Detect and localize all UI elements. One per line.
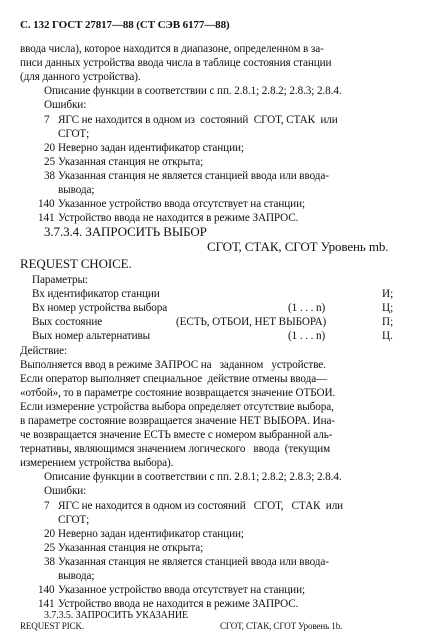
error-code: 38 bbox=[44, 556, 55, 568]
intro-line: писи данных устройства ввода числа в таблице состояния станции bbox=[20, 57, 332, 69]
error-code: 25 bbox=[44, 542, 55, 554]
error-code: 141 bbox=[38, 212, 55, 224]
error-code: 7 bbox=[44, 114, 50, 126]
error-text: Указанное устройство ввода отсутствует на станции; bbox=[58, 584, 305, 596]
action-line: че возвращается значение ЕСТЬ вместе с номером выбранной аль- bbox=[20, 429, 333, 441]
param-name: Вх идентификатор станции bbox=[32, 288, 160, 300]
action-line: Описание функции в соответствии с пп. 2.8.1; 2.8.2; 2.8.3; 2.8.4. bbox=[44, 471, 342, 483]
error-text: вывода; bbox=[58, 570, 95, 582]
error-code: 20 bbox=[44, 142, 55, 154]
action-line: Если измерение устройства выбора определяет отсутствие выбора, bbox=[20, 401, 334, 413]
error-text: Устройство ввода не находится в режиме ЗАПРОС. bbox=[58, 212, 299, 224]
param-range: (1 . . . n) bbox=[288, 330, 326, 342]
param-type: И; bbox=[382, 288, 394, 300]
action-line: тернативы, являющимся значением логического ввода (текущим bbox=[20, 443, 331, 455]
action-line: Ошибки: bbox=[44, 485, 87, 497]
error-text: Указанная станция не является станцией ввода или ввода- bbox=[58, 170, 329, 182]
error-text: СГОТ; bbox=[58, 514, 90, 526]
param-name: Вых номер альтернативы bbox=[32, 330, 151, 342]
param-name: Вх номер устройства выбора bbox=[32, 302, 168, 314]
error-code: 140 bbox=[38, 584, 55, 596]
intro-line: Описание функции в соответствии с пп. 2.8.1; 2.8.2; 2.8.3; 2.8.4. bbox=[44, 85, 342, 97]
param-range: (1 . . . n) bbox=[288, 302, 326, 314]
error-text: вывода; bbox=[58, 184, 95, 196]
section-states: СГОТ, СТАК, СГОТ Уровень 1b. bbox=[220, 621, 343, 631]
action-line: «отбой», то в параметре состояние возвращается значение ОТБОИ. bbox=[20, 387, 336, 399]
error-text: Указанное устройство ввода отсутствует на станции; bbox=[58, 198, 305, 210]
intro-line: ввода числа), которое находится в диапазоне, определенном в за- bbox=[20, 43, 324, 55]
action-line: Выполняется ввод в режиме ЗАПРОС на заданном устройстве. bbox=[20, 359, 326, 371]
function-name: REQUEST CHOICE. bbox=[20, 256, 132, 271]
function-name: REQUEST PICK. bbox=[20, 621, 85, 631]
action-label: Действие: bbox=[20, 345, 68, 357]
error-code: 7 bbox=[44, 500, 50, 512]
intro-line: Ошибки: bbox=[44, 99, 87, 111]
error-code: 140 bbox=[38, 198, 55, 210]
params-label: Параметры: bbox=[32, 274, 88, 286]
param-type: Ц. bbox=[382, 330, 393, 342]
action-line: измерением устройства выбора). bbox=[20, 457, 174, 469]
error-text: Устройство ввода не находится в режиме ЗАПРОС. bbox=[58, 598, 299, 610]
error-code: 141 bbox=[38, 598, 55, 610]
param-type: П; bbox=[382, 316, 394, 328]
error-text: Указанная станция не открыта; bbox=[58, 542, 204, 554]
action-line: в параметре состояние возвращается значение НЕТ ВЫБОРА. Ина- bbox=[20, 415, 336, 427]
error-code: 38 bbox=[44, 170, 55, 182]
error-text: СГОТ; bbox=[58, 128, 90, 140]
action-line: Если оператор выполняет специальное действие отмены ввода— bbox=[20, 373, 328, 385]
section-title: 3.7.3.4. ЗАПРОСИТЬ ВЫБОР bbox=[44, 224, 207, 239]
param-name: Вых состояние bbox=[32, 316, 103, 328]
error-text: Указанная станция не открыта; bbox=[58, 156, 204, 168]
error-code: 20 bbox=[44, 528, 55, 540]
error-text: Указанная станция не является станцией ввода или ввода- bbox=[58, 556, 329, 568]
error-text: ЯГС не находится в одном из состояний СГОТ, СТАК или bbox=[58, 500, 344, 512]
page-header: С. 132 ГОСТ 27817—88 (СТ СЭВ 6177—88) bbox=[20, 19, 230, 31]
error-code: 25 bbox=[44, 156, 55, 168]
error-text: Неверно задан идентификатор станции; bbox=[58, 142, 244, 154]
section-title: 3.7.3.5. ЗАПРОСИТЬ УКАЗАНИЕ bbox=[44, 610, 189, 621]
param-range: (ЕСТЬ, ОТБОИ, НЕТ ВЫБОРА) bbox=[176, 316, 327, 328]
intro-line: (для данного устройства). bbox=[20, 71, 141, 83]
section-states: СГОТ, СТАК, СГОТ Уровень mb. bbox=[207, 239, 389, 254]
param-type: Ц; bbox=[382, 302, 394, 314]
error-text: ЯГС не находится в одном из состояний СГОТ, СТАК или bbox=[58, 114, 338, 126]
error-text: Неверно задан идентификатор станции; bbox=[58, 528, 244, 540]
